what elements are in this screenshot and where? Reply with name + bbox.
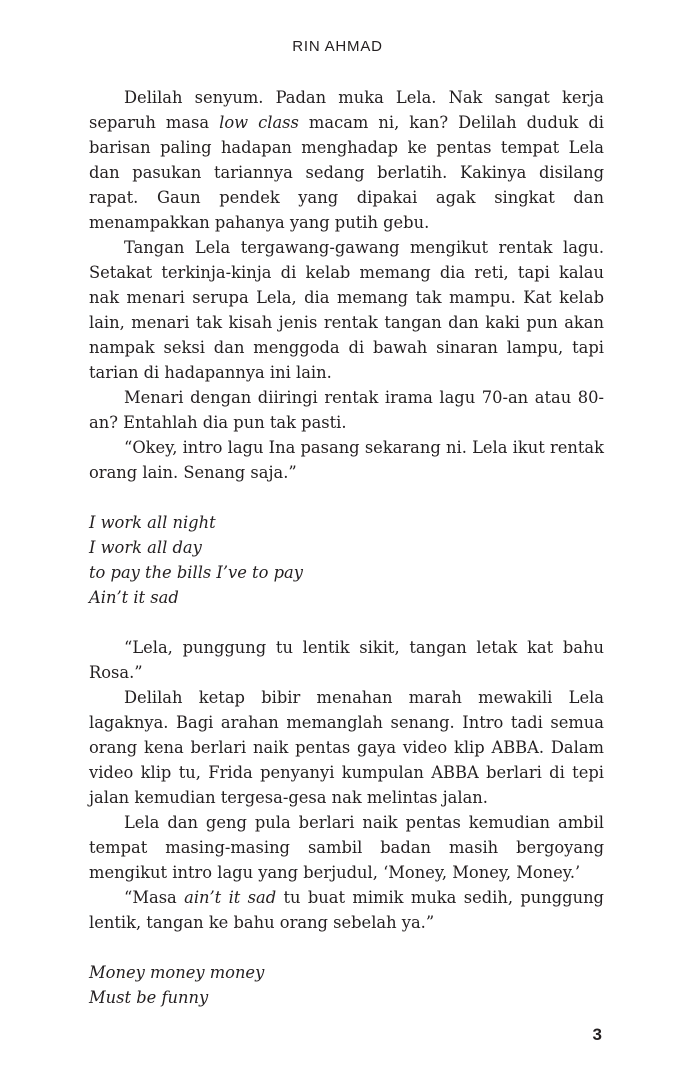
- paragraph: Menari dengan diiringi rentak irama lagu 70-an atau 80-an? Entahlah dia pun tak pasti.: [89, 388, 604, 432]
- lyric-line: to pay the bills I’ve to pay: [89, 563, 303, 582]
- paragraph: “Okey, intro lagu Ina pasang sekarang ni. Lela ikut rentak orang lain. Senang saja.”: [89, 438, 604, 482]
- lyric-line: I work all day: [89, 538, 202, 557]
- text-run: Delilah senyum. Padan muka Lela. Nak sangat kerja separuh masa: [89, 88, 604, 132]
- italic-phrase: low class: [219, 113, 299, 132]
- running-head: RIN AHMAD: [292, 38, 383, 55]
- paragraph: [89, 885, 604, 935]
- page-body: [89, 85, 604, 1010]
- lyric-line: Must be funny: [89, 988, 209, 1007]
- lyric-line: I work all night: [89, 513, 216, 532]
- text-run: macam ni, kan? Delilah duduk di barisan paling hadapan menghadap ke pentas tempat Lela dan pasukan tariannya sedang berlatih. Kakinya disilang rapat. Gaun pendek yang dipakai agak singkat dan menampakkan pahanya yang putih gebu.: [89, 113, 604, 232]
- paragraph: Lela dan geng pula berlari naik pentas kemudian ambil tempat masing-masing sambil badan masih bergoyang mengikut intro lagu yang berjudul, ‘Money, Money, Money.’: [89, 813, 604, 882]
- italic-phrase: ain’t it sad: [184, 888, 277, 907]
- page-number: 3: [592, 1025, 602, 1044]
- lyric-line: Money money money: [89, 963, 265, 982]
- song-lyrics: [89, 510, 604, 610]
- paragraph: Delilah ketap bibir menahan marah mewakili Lela lagaknya. Bagi arahan memanglah senang. Intro tadi semua orang kena berlari naik pentas gaya video klip ABBA. Dalam video klip tu, Frida penyanyi kumpulan ABBA berlari di tepi jalan kemudian tergesa-gesa nak melintas jalan.: [89, 688, 604, 807]
- text-run: tu buat mimik muka sedih, punggung lentik, tangan ke bahu orang sebelah ya.”: [89, 888, 604, 932]
- paragraph: [89, 85, 604, 235]
- lyric-line: Ain’t it sad: [89, 588, 179, 607]
- paragraph: “Lela, punggung tu lentik sikit, tangan letak kat bahu Rosa.”: [89, 638, 604, 682]
- paragraph: Tangan Lela tergawang-gawang mengikut rentak lagu. Setakat terkinja-kinja di kelab memang dia reti, tapi kalau nak menari serupa Lela, dia memang tak mampu. Kat kelab lain, menari tak kisah jenis rentak tangan dan kaki pun akan nampak seksi dan menggoda di bawah sinaran lampu, tapi tarian di hadapannya ini lain.: [89, 238, 604, 382]
- song-lyrics: [89, 960, 604, 1010]
- text-run: “Masa: [124, 888, 185, 907]
